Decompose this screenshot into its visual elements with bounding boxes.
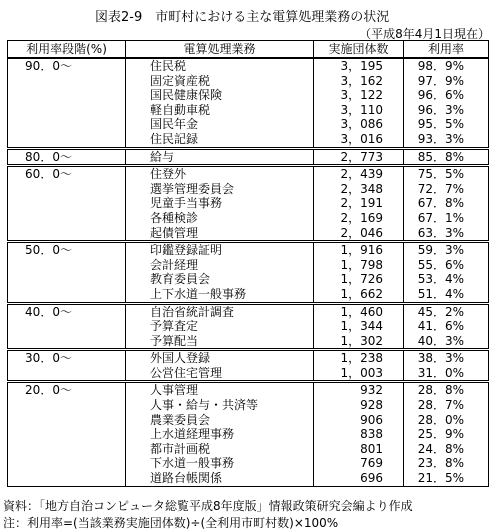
business-name-cell: 農業委員会 [126, 413, 314, 428]
table-row [8, 242, 489, 258]
header-business: 電算処理業務 [126, 41, 314, 59]
rate-cell: 28．0% [404, 413, 489, 428]
business-name-cell: 住登外 [126, 166, 314, 182]
rate-band-cell [8, 88, 126, 103]
page-title: 図表2-9 市町村における主な電算処理業務の状況 [95, 10, 390, 25]
rate-band-group [8, 350, 489, 382]
rate-band-label: 80．0〜 [25, 149, 72, 164]
rate-band-cell [8, 74, 126, 89]
table-row [8, 382, 489, 398]
rate-cell: 75．5% [404, 166, 489, 182]
table-row [8, 103, 489, 118]
table-header-row [8, 41, 489, 59]
table-row [8, 226, 489, 242]
rate-cell: 97．9% [404, 74, 489, 89]
rate-cell: 24．8% [404, 442, 489, 457]
rate-cell: 28．7% [404, 398, 489, 413]
rate-band-cell [8, 132, 126, 148]
rate-cell: 51．4% [404, 287, 489, 303]
table-row [8, 398, 489, 413]
rate-cell: 53．4% [404, 272, 489, 287]
count-cell: 3，195 [314, 58, 404, 74]
count-cell: 801 [314, 442, 404, 457]
table-row [8, 182, 489, 197]
count-cell: 1，662 [314, 287, 404, 303]
table-row [8, 132, 489, 148]
rate-band-label: 60．0〜 [25, 167, 72, 182]
rate-band-cell [8, 456, 126, 471]
business-name-cell: 会計経理 [126, 258, 314, 273]
count-cell: 2，046 [314, 226, 404, 242]
rate-band-cell [8, 350, 126, 366]
rate-cell: 67．1% [404, 211, 489, 226]
table-row [8, 366, 489, 382]
rate-band-cell [8, 196, 126, 211]
count-cell: 1，003 [314, 366, 404, 382]
rate-band-group [8, 58, 489, 148]
count-cell: 769 [314, 456, 404, 471]
count-cell: 3，122 [314, 88, 404, 103]
table-row [8, 58, 489, 74]
table-row [8, 74, 489, 89]
rate-band-label: 20．0〜 [25, 383, 72, 398]
count-cell: 3，162 [314, 74, 404, 89]
business-name-cell: 軽自動車税 [126, 103, 314, 118]
business-name-cell: 道路台帳関係 [126, 471, 314, 486]
rate-band-cell [8, 242, 126, 258]
count-cell: 1，460 [314, 303, 404, 319]
rate-cell: 45．2% [404, 303, 489, 319]
rate-band-cell [8, 413, 126, 428]
business-name-cell: 起債管理 [126, 226, 314, 242]
rate-cell: 96．6% [404, 88, 489, 103]
rate-band-group [8, 303, 489, 350]
business-name-cell: 選挙管理委員会 [126, 182, 314, 197]
rate-band-cell [8, 471, 126, 486]
rate-cell: 31．0% [404, 366, 489, 382]
rate-cell: 72．7% [404, 182, 489, 197]
rate-cell: 59．3% [404, 242, 489, 258]
count-cell: 2，169 [314, 211, 404, 226]
business-name-cell: 教育委員会 [126, 272, 314, 287]
rate-band-cell [8, 287, 126, 303]
business-name-cell: 予算査定 [126, 319, 314, 334]
rate-band-cell [8, 272, 126, 287]
rate-cell: 63．3% [404, 226, 489, 242]
count-cell: 928 [314, 398, 404, 413]
rate-cell: 95．5% [404, 117, 489, 132]
rate-band-cell [8, 117, 126, 132]
count-cell: 2，439 [314, 166, 404, 182]
count-cell: 1，238 [314, 350, 404, 366]
rate-cell: 28．8% [404, 382, 489, 398]
business-name-cell: 固定資産税 [126, 74, 314, 89]
business-name-cell: 予算配当 [126, 334, 314, 350]
business-name-cell: 住民税 [126, 58, 314, 74]
table-row [8, 456, 489, 471]
business-name-cell: 児童手当事務 [126, 196, 314, 211]
count-cell: 3，110 [314, 103, 404, 118]
rate-cell: 38．3% [404, 350, 489, 366]
business-name-cell: 印鑑登録証明 [126, 242, 314, 258]
rate-band-cell [8, 166, 126, 182]
count-cell: 1，344 [314, 319, 404, 334]
business-name-cell: 上下水道一般事務 [126, 287, 314, 303]
rate-cell: 55．6% [404, 258, 489, 273]
rate-band-group [8, 166, 489, 242]
rate-band-cell [8, 366, 126, 382]
business-name-cell: 下水道一般事務 [126, 456, 314, 471]
rate-band-cell [8, 258, 126, 273]
rate-cell: 25．9% [404, 427, 489, 442]
business-usage-table [7, 40, 489, 487]
rate-band-cell [8, 103, 126, 118]
count-cell: 1，302 [314, 334, 404, 350]
count-cell: 2，348 [314, 182, 404, 197]
rate-cell: 21．5% [404, 471, 489, 486]
count-cell: 1，798 [314, 258, 404, 273]
table-row [8, 148, 489, 166]
formula-note: 注：利用率=(当該業務実施団体数)÷(全利用市町村数)×100% [3, 516, 339, 530]
table-row [8, 287, 489, 303]
rate-band-group [8, 148, 489, 166]
rate-band-label: 40．0〜 [25, 304, 72, 319]
rate-band-cell [8, 58, 126, 74]
rate-band-label: 30．0〜 [25, 351, 72, 366]
table-row [8, 427, 489, 442]
table-row [8, 334, 489, 350]
table-row [8, 88, 489, 103]
table-row [8, 319, 489, 334]
business-name-cell: 人事管理 [126, 382, 314, 398]
rate-cell: 23．8% [404, 456, 489, 471]
rate-band-cell [8, 211, 126, 226]
table-row [8, 442, 489, 457]
business-name-cell: 人事・給与・共済等 [126, 398, 314, 413]
table-row [8, 166, 489, 182]
table-row [8, 117, 489, 132]
count-cell: 906 [314, 413, 404, 428]
business-name-cell: 上水道経理事務 [126, 427, 314, 442]
rate-band-label: 50．0〜 [25, 243, 72, 258]
count-cell: 1，726 [314, 272, 404, 287]
count-cell: 838 [314, 427, 404, 442]
header-count: 実施団体数 [314, 41, 404, 59]
business-name-cell: 住民記録 [126, 132, 314, 148]
header-rate-band: 利用率段階(%) [8, 41, 126, 59]
rate-band-cell [8, 427, 126, 442]
rate-band-cell [8, 382, 126, 398]
count-cell: 1，916 [314, 242, 404, 258]
rate-band-cell [8, 398, 126, 413]
count-cell: 3，086 [314, 117, 404, 132]
table-row [8, 211, 489, 226]
business-name-cell: 公営住宅管理 [126, 366, 314, 382]
business-name-cell: 各種検診 [126, 211, 314, 226]
table-row [8, 471, 489, 486]
business-name-cell: 国民健康保険 [126, 88, 314, 103]
rate-band-cell [8, 334, 126, 350]
rate-band-group [8, 242, 489, 303]
rate-band-cell [8, 442, 126, 457]
rate-band-cell [8, 303, 126, 319]
count-cell: 3，016 [314, 132, 404, 148]
business-name-cell: 国民年金 [126, 117, 314, 132]
rate-cell: 98．9% [404, 58, 489, 74]
count-cell: 2，191 [314, 196, 404, 211]
rate-band-cell [8, 319, 126, 334]
rate-band-group [8, 382, 489, 486]
rate-cell: 41．6% [404, 319, 489, 334]
rate-cell: 96．3% [404, 103, 489, 118]
count-cell: 2，773 [314, 148, 404, 166]
rate-band-cell [8, 182, 126, 197]
rate-cell: 40．3% [404, 334, 489, 350]
business-name-cell: 外国人登録 [126, 350, 314, 366]
count-cell: 696 [314, 471, 404, 486]
rate-cell: 93．3% [404, 132, 489, 148]
table-row [8, 272, 489, 287]
table-row [8, 258, 489, 273]
rate-band-cell [8, 148, 126, 166]
business-name-cell: 都市計画税 [126, 442, 314, 457]
count-cell: 932 [314, 382, 404, 398]
rate-cell: 85．8% [404, 148, 489, 166]
rate-cell: 67．8% [404, 196, 489, 211]
rate-band-label: 90．0〜 [25, 59, 72, 73]
as-of-date: （平成8年4月1日現在） [359, 27, 490, 41]
business-name-cell: 自治省統計調査 [126, 303, 314, 319]
source-note: 資料：「地方自治コンピュータ総覧平成8年度版」情報政策研究会編より作成 [3, 499, 413, 513]
business-name-cell: 給与 [126, 148, 314, 166]
table-row [8, 196, 489, 211]
table-row [8, 350, 489, 366]
table-row [8, 303, 489, 319]
rate-band-cell [8, 226, 126, 242]
header-rate: 利用率 [404, 41, 489, 59]
table-row [8, 413, 489, 428]
